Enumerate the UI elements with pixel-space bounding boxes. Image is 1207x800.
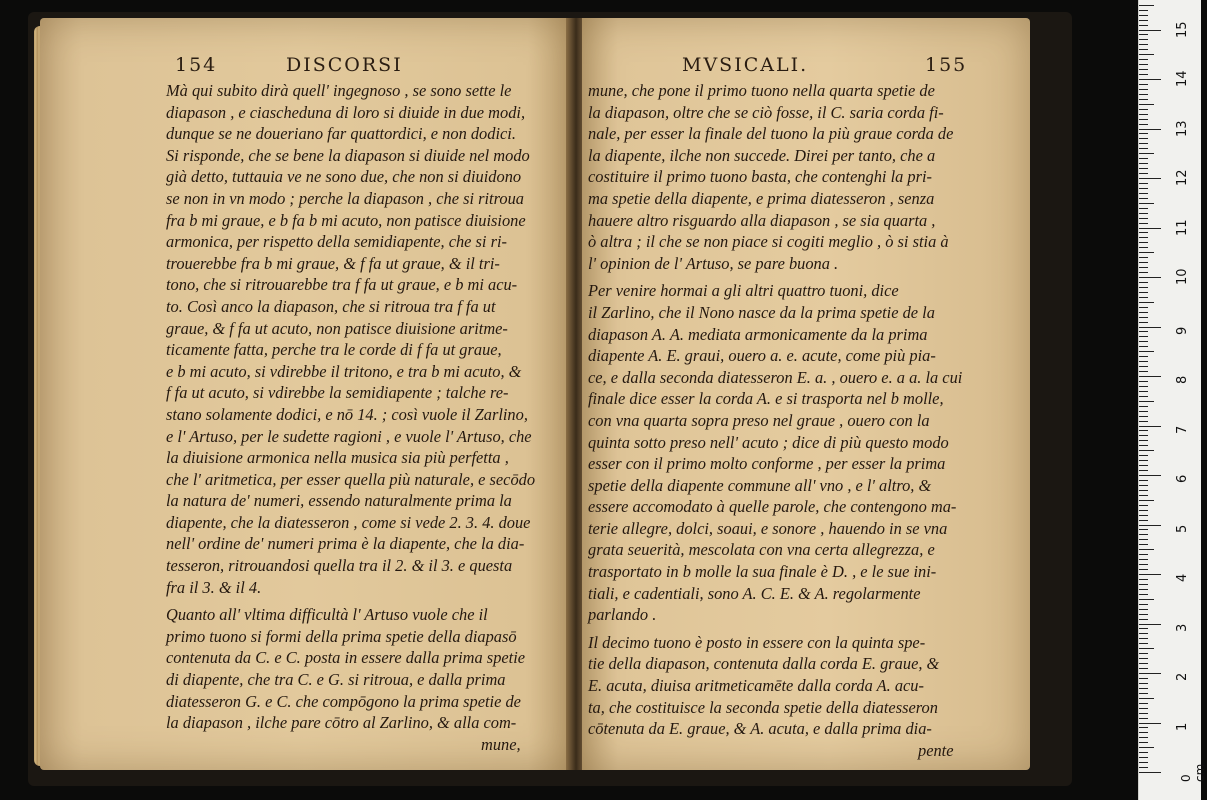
- ruler-tick: [1139, 183, 1148, 184]
- text-line: cōtenuta da E. graue, & A. acuta, e dalla prima dia-: [588, 719, 932, 739]
- ruler-tick: [1139, 505, 1148, 506]
- ruler-tick: [1139, 534, 1148, 535]
- ruler-tick: [1139, 287, 1148, 288]
- ruler-tick: [1139, 742, 1148, 743]
- text-line: costituire il primo tuono basta, che contenghi la pri-: [588, 167, 933, 187]
- ruler-tick: [1139, 104, 1154, 105]
- ruler-tick: [1139, 678, 1148, 679]
- ruler-tick: [1139, 549, 1154, 550]
- ruler-tick: [1139, 193, 1148, 194]
- ruler-tick: [1139, 346, 1148, 347]
- text-line: terie allegre, dolci, soaui, e sonore , hauendo in se vna: [588, 518, 948, 538]
- ruler-tick: [1139, 109, 1148, 110]
- ruler-tick: [1139, 643, 1148, 644]
- text-line: pente: [918, 740, 954, 760]
- ruler-tick: [1139, 445, 1148, 446]
- ruler-tick: [1139, 604, 1148, 605]
- ruler-tick: [1139, 525, 1161, 526]
- ruler-tick: [1139, 396, 1148, 397]
- ruler-tick: [1139, 435, 1148, 436]
- text-line: armonica, per rispetto della semidiapente, che si ri-: [166, 232, 507, 252]
- ruler-tick: [1139, 767, 1148, 768]
- text-line: il Zarlino, che il Nono nasce da la prima spetie de la: [588, 302, 935, 322]
- text-line: fra il 3. & il 4.: [166, 577, 262, 597]
- ruler-tick: [1139, 732, 1148, 733]
- ruler-tick: [1139, 559, 1148, 560]
- ruler-tick: [1139, 703, 1148, 704]
- text-line: la diapente, ilche non succede. Direi per tanto, che a: [588, 145, 936, 165]
- ruler-tick: [1139, 302, 1154, 303]
- ruler-tick: [1139, 599, 1154, 600]
- ruler-number: 5: [1175, 524, 1190, 533]
- text-line: se non in vn modo ; perche la diapason , che si ritroua: [166, 188, 524, 208]
- ruler-tick: [1139, 84, 1148, 85]
- text-line: grata seuerità, mescolata con vna certa allegrezza, e: [588, 540, 935, 560]
- ruler-tick: [1139, 480, 1148, 481]
- ruler-tick: [1139, 163, 1148, 164]
- text-line: graue, & f fa ut acuto, non patisce diuisione aritme-: [166, 318, 508, 338]
- ruler-tick: [1139, 188, 1148, 189]
- text-line: to. Così anco la diapason, che si ritroua tra f fa ut: [166, 296, 496, 316]
- ruler-tick: [1139, 173, 1148, 174]
- ruler-tick: [1139, 609, 1148, 610]
- ruler-tick: [1139, 114, 1148, 115]
- text-line: diatesseron G. e C. che compōgono la prima spetie de: [166, 691, 521, 711]
- text-line: tiali, e cadentiali, sono A. C. E. & A. regolarmente: [588, 583, 921, 603]
- ruler-tick: [1139, 247, 1148, 248]
- ruler-tick: [1139, 25, 1148, 26]
- text-line: di diapente, che tra C. e G. si ritroua, e dalla prima: [166, 670, 506, 690]
- text-line: essere accomodato à quelle parole, che contengono ma-: [588, 497, 957, 517]
- ruler-tick: [1139, 589, 1148, 590]
- ruler-tick: [1139, 426, 1161, 427]
- text-line: la natura de' numeri, essendo naturalmente prima la: [166, 491, 512, 511]
- ruler-tick: [1139, 242, 1148, 243]
- text-line: E. acuta, diuisa aritmeticamēte dalla corda A. acu-: [588, 676, 924, 696]
- ruler-tick: [1139, 544, 1148, 545]
- text-line: Per venire hormai a gli altri quattro tuoni, dice: [588, 281, 899, 301]
- ruler-tick: [1139, 500, 1154, 501]
- ruler-tick: [1139, 292, 1148, 293]
- left-page-number: 154: [175, 54, 218, 76]
- text-line: trasportato in b molle la sua finale è D. , e le sue ini-: [588, 562, 937, 582]
- ruler-tick: [1139, 267, 1148, 268]
- text-line: nell' ordine de' numeri prima è la diapente, che la dia-: [166, 534, 525, 554]
- ruler-tick: [1139, 15, 1148, 16]
- ruler-tick: [1139, 539, 1148, 540]
- ruler-tick: [1139, 317, 1148, 318]
- ruler-number: 14: [1175, 70, 1190, 87]
- ruler-tick: [1139, 391, 1148, 392]
- text-line: f fa ut acuto, si vdirebbe la semidiapente ; talche re-: [166, 383, 509, 403]
- ruler-tick: [1139, 569, 1148, 570]
- ruler-tick: [1139, 430, 1148, 431]
- ruler-tick: [1139, 594, 1148, 595]
- ruler-tick: [1139, 406, 1148, 407]
- left-running-head: DISCORSI: [286, 54, 403, 76]
- text-line: fra b mi graue, e b fa b mi acuto, non patisce diuisione: [166, 210, 526, 230]
- text-line: ò altra ; il che se non piace si cogiti meglio , ò si stia à: [588, 232, 949, 252]
- text-line: diapente, che la diatesseron , come si vede 2. 3. 4. doue: [166, 512, 531, 532]
- ruler-tick: [1139, 74, 1148, 75]
- ruler-tick: [1139, 94, 1148, 95]
- ruler-tick: [1139, 772, 1161, 773]
- ruler-tick: [1139, 69, 1148, 70]
- text-line: e l' Artuso, per le sudette ragioni , e vuole l' Artuso, che: [166, 426, 532, 446]
- ruler-tick: [1139, 232, 1148, 233]
- ruler-tick: [1139, 277, 1161, 278]
- ruler-tick: [1139, 628, 1148, 629]
- ruler-number: 12: [1175, 169, 1190, 186]
- text-line: contenuta da C. e C. posta in essere dalla prima spetie: [166, 648, 526, 668]
- ruler-number: 6: [1175, 474, 1190, 483]
- ruler-tick: [1139, 223, 1148, 224]
- ruler-tick: [1139, 673, 1161, 674]
- ruler-tick: [1139, 450, 1154, 451]
- left-page-text: [166, 80, 535, 755]
- ruler-unit-label: 0 cm: [1179, 763, 1207, 782]
- ruler-tick: [1139, 440, 1148, 441]
- ruler-tick: [1139, 668, 1148, 669]
- text-line: già detto, tuttauia ve ne sono due, che non si diuidono: [166, 167, 522, 187]
- ruler-tick: [1139, 89, 1148, 90]
- ruler-tick: [1139, 762, 1148, 763]
- ruler-tick: [1139, 727, 1148, 728]
- ruler-tick: [1139, 307, 1148, 308]
- ruler-tick: [1139, 322, 1148, 323]
- ruler-tick: [1139, 124, 1148, 125]
- ruler-tick: [1139, 237, 1148, 238]
- ruler-tick: [1139, 747, 1154, 748]
- ruler-number: 2: [1175, 672, 1190, 681]
- ruler-tick: [1139, 638, 1148, 639]
- ruler-tick: [1139, 158, 1148, 159]
- ruler-number: 3: [1175, 623, 1190, 632]
- ruler-tick: [1139, 203, 1154, 204]
- ruler-tick: [1139, 327, 1161, 328]
- ruler-tick: [1139, 718, 1148, 719]
- ruler-tick: [1139, 381, 1148, 382]
- text-line: e b mi acuto, si vdirebbe il tritono, e tra b mi acuto, &: [166, 361, 522, 381]
- text-line: tesseron, ritrouandosi quella tra il 2. & il 3. e questa: [166, 556, 513, 576]
- ruler-tick: [1139, 148, 1148, 149]
- ruler-tick: [1139, 79, 1161, 80]
- text-line: quinta sotto preso nell' acuto ; dice di più questo modo: [588, 432, 949, 452]
- ruler-tick: [1139, 574, 1161, 575]
- ruler-tick: [1139, 371, 1148, 372]
- ruler-tick: [1139, 376, 1161, 377]
- ruler-tick: [1139, 351, 1154, 352]
- ruler-tick: [1139, 510, 1148, 511]
- ruler-tick: [1139, 515, 1148, 516]
- ruler-tick: [1139, 138, 1148, 139]
- text-line: diapason A. A. mediata armonicamente da la prima: [588, 324, 928, 344]
- ruler-tick: [1139, 366, 1148, 367]
- ruler-tick: [1139, 129, 1161, 130]
- ruler-tick: [1139, 356, 1148, 357]
- ruler-tick: [1139, 386, 1148, 387]
- ruler-tick: [1139, 282, 1148, 283]
- ruler-tick: [1139, 119, 1148, 120]
- ruler-tick: [1139, 153, 1154, 154]
- measurement-ruler: [1138, 0, 1207, 800]
- ruler-number: 15: [1175, 20, 1190, 38]
- ruler-tick: [1139, 10, 1148, 11]
- text-line: ce, e dalla seconda diatesseron E. a. , ouero e. a a. la cui: [588, 367, 963, 387]
- ruler-tick: [1139, 252, 1154, 253]
- ruler-tick: [1139, 752, 1148, 753]
- text-line: primo tuono si formi della prima spetie della diapasō: [166, 626, 517, 646]
- left-page: [40, 18, 570, 770]
- ruler-tick: [1139, 688, 1148, 689]
- text-line: Quanto all' vltima difficultà l' Artuso vuole che il: [166, 605, 488, 625]
- text-line: Si risponde, che se bene la diapason si diuide nel modo: [166, 145, 530, 165]
- ruler-tick: [1139, 54, 1154, 55]
- ruler-tick: [1139, 228, 1161, 229]
- text-line: tono, che si ritrouarebbe tra f fa ut graue, e b mi acu-: [166, 275, 518, 295]
- ruler-tick: [1139, 411, 1148, 412]
- ruler-tick: [1139, 683, 1148, 684]
- text-line: con vna quarta sopra preso nel graue , ouero con la: [588, 410, 930, 430]
- ruler-tick: [1139, 554, 1148, 555]
- text-line: spetie della diapente commune all' vno , e l' altro, &: [588, 475, 932, 495]
- ruler-tick: [1139, 579, 1148, 580]
- ruler-tick: [1139, 465, 1148, 466]
- ruler-tick: [1139, 470, 1148, 471]
- ruler-tick: [1139, 272, 1148, 273]
- right-running-head: MVSICALI.: [682, 54, 809, 76]
- text-line: dunque se ne doueriano far quattordici, e non dodici.: [166, 124, 516, 144]
- text-line: mune,: [481, 734, 521, 754]
- ruler-tick: [1139, 59, 1148, 60]
- ruler-tick: [1139, 485, 1148, 486]
- ruler-tick: [1139, 198, 1148, 199]
- ruler-tick: [1139, 624, 1161, 625]
- ruler-tick: [1139, 529, 1148, 530]
- ruler-tick: [1139, 757, 1148, 758]
- ruler-tick: [1139, 20, 1148, 21]
- ruler-number: 4: [1175, 573, 1190, 582]
- text-line: nale, per esser la finale del tuono la più graue corda de: [588, 124, 954, 144]
- text-line: stano solamente dodici, e nō 14. ; così vuole il Zarlino,: [166, 404, 528, 424]
- ruler-tick: [1139, 520, 1148, 521]
- ruler-tick: [1139, 143, 1148, 144]
- ruler-tick: [1139, 99, 1148, 100]
- ruler-tick: [1139, 490, 1148, 491]
- ruler-tick: [1139, 421, 1148, 422]
- text-line: la diapason , ilche pare cōtro al Zarlino, & alla com-: [166, 713, 517, 733]
- ruler-tick: [1139, 331, 1148, 332]
- text-line: diapente A. E. graui, ouero a. e. acute, come più pia-: [588, 346, 936, 366]
- ruler-tick: [1139, 34, 1148, 35]
- ruler-tick: [1139, 584, 1148, 585]
- ruler-tick: [1139, 614, 1148, 615]
- ruler-number: 11: [1175, 218, 1190, 236]
- ruler-tick: [1139, 401, 1154, 402]
- ruler-tick: [1139, 218, 1148, 219]
- ruler-tick: [1139, 262, 1148, 263]
- ruler-tick: [1139, 49, 1148, 50]
- ruler-tick: [1139, 178, 1161, 179]
- ruler-tick: [1139, 30, 1161, 31]
- text-line: mune, che pone il primo tuono nella quarta spetie de: [588, 81, 935, 100]
- ruler-tick: [1139, 133, 1148, 134]
- ruler-tick: [1139, 39, 1148, 40]
- text-line: ma spetie della diapente, e prima diatesseron , senza: [588, 188, 935, 208]
- ruler-tick: [1139, 168, 1148, 169]
- ruler-tick: [1139, 361, 1148, 362]
- text-line: parlando .: [588, 605, 657, 625]
- ruler-tick: [1139, 341, 1148, 342]
- ruler-tick: [1139, 698, 1154, 699]
- ruler-tick: [1139, 564, 1148, 565]
- text-line: l' opinion de l' Artuso, se pare buona .: [588, 253, 839, 273]
- ruler-tick: [1139, 5, 1154, 6]
- ruler-tick: [1139, 653, 1148, 654]
- text-line: la diuisione armonica nella musica sia più perfetta ,: [166, 448, 509, 468]
- ruler-tick: [1139, 619, 1148, 620]
- text-line: che l' aritmetica, per esser quella più naturale, e secōdo: [166, 469, 536, 489]
- text-line: finale dice esser la corda A. e si trasporta nel b molle,: [588, 389, 944, 409]
- text-line: ticamente fatta, perche tra le corde di f fa ut graue,: [166, 340, 502, 360]
- text-line: tie della diapason, contenuta dalla corda E. graue, &: [588, 654, 940, 674]
- ruler-tick: [1139, 312, 1148, 313]
- ruler-tick: [1139, 257, 1148, 258]
- ruler-number: 9: [1175, 326, 1190, 335]
- ruler-tick: [1139, 737, 1148, 738]
- ruler-number: 1: [1175, 722, 1190, 731]
- ruler-tick: [1139, 213, 1148, 214]
- text-line: hauere altro risguardo alla diapason , se sia quarta ,: [588, 210, 936, 230]
- ruler-tick: [1139, 336, 1148, 337]
- ruler-tick: [1139, 475, 1161, 476]
- ruler-number: 13: [1175, 119, 1190, 137]
- ruler-tick: [1139, 455, 1148, 456]
- ruler-tick: [1139, 495, 1148, 496]
- text-line: trouerebbe fra b mi graue, & f fa ut graue, & il tri-: [166, 253, 500, 273]
- ruler-number: 10: [1175, 268, 1190, 285]
- ruler-tick: [1139, 416, 1148, 417]
- ruler-tick: [1139, 713, 1148, 714]
- ruler-tick: [1139, 633, 1148, 634]
- text-line: Il decimo tuono è posto in essere con la quinta spe-: [588, 632, 926, 652]
- ruler-tick: [1139, 658, 1148, 659]
- ruler-number: 7: [1175, 425, 1190, 434]
- ruler-tick: [1139, 64, 1148, 65]
- text-line: la diapason, oltre che se ciò fosse, il C. saria corda fi-: [588, 102, 944, 122]
- ruler-tick: [1139, 693, 1148, 694]
- ruler-tick: [1139, 208, 1148, 209]
- right-page-text: [588, 80, 962, 761]
- text-line: esser con il primo molto conforme , per esser la prima: [588, 454, 946, 474]
- ruler-tick: [1139, 460, 1148, 461]
- text-line: Mà qui subito dirà quell' ingegnoso , se sono sette le: [166, 81, 512, 100]
- ruler-tick: [1139, 723, 1161, 724]
- text-line: ta, che costituisce la seconda spetie della diatesseron: [588, 697, 938, 717]
- ruler-tick: [1139, 708, 1148, 709]
- right-page: [582, 18, 1030, 770]
- ruler-tick: [1139, 297, 1148, 298]
- ruler-tick: [1139, 648, 1154, 649]
- ruler-tick: [1139, 44, 1148, 45]
- right-page-number: 155: [925, 54, 968, 76]
- ruler-tick: [1139, 663, 1148, 664]
- ruler-number: 8: [1175, 375, 1190, 384]
- text-line: diapason , e ciascheduna di loro si diuide in due modi,: [166, 102, 526, 122]
